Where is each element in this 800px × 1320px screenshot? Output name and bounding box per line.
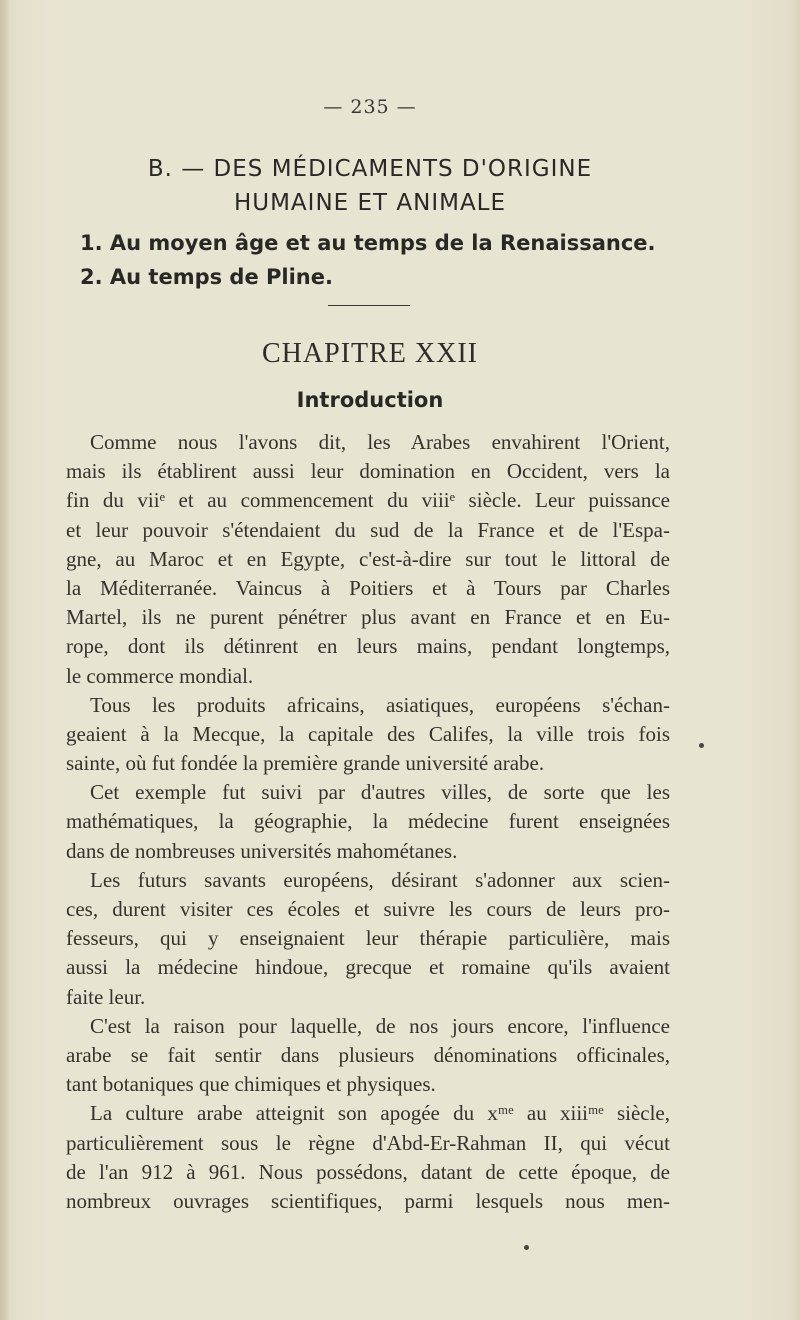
- text-line: ces, durent visiter ces écoles et suivre les cours de leurs pro-: [66, 897, 670, 921]
- text-line: de l'an 912 à 961. Nous possédons, datant de cette époque, de: [66, 1159, 670, 1184]
- text-line: aussi la médecine hindoue, grecque et romaine qu'ils avaient: [66, 955, 670, 980]
- print-speck: [524, 1245, 529, 1250]
- text-line: arabe se fait sentir dans plusieurs dénominations officinales,: [66, 1042, 670, 1067]
- text-line: mais ils établirent aussi leur domination en Occident, vers la: [66, 459, 670, 484]
- text-line: le commerce mondial.: [66, 663, 254, 688]
- subsection-item: 2. Au temps de Pline.: [80, 265, 333, 289]
- body-text: [66, 428, 670, 1216]
- text-line: Martel, ils ne purent pénétrer plus avant en France et en Eu-: [66, 605, 670, 630]
- text-line: La culture arabe atteignit son apogée du xᵐᵉ au xiiiᵐᵉ siècle,: [90, 1101, 670, 1126]
- text-line: la Méditerranée. Vaincus à Poitiers et à Tours par Charles: [66, 575, 670, 600]
- chapter-title: CHAPITRE XXII: [262, 338, 478, 369]
- text-line: mathématiques, la géographie, la médecine furent enseignées: [66, 809, 670, 834]
- text-line: nombreux ouvrages scientifiques, parmi lesquels nous men-: [66, 1188, 670, 1213]
- print-speck: [699, 743, 704, 748]
- section-heading-line-1: B. — DES MÉDICAMENTS D'ORIGINE: [147, 156, 593, 182]
- section-title: Introduction: [296, 388, 444, 412]
- text-line: faite leur.: [66, 984, 146, 1009]
- subsection-list: [80, 226, 700, 294]
- text-line: gne, au Maroc et en Egypte, c'est-à-dire sur tout le littoral de: [66, 546, 670, 571]
- section-heading: [0, 152, 740, 220]
- text-line: geaient à la Mecque, la capitale des Califes, la ville trois fois: [66, 721, 670, 746]
- divider-rule: [328, 305, 410, 306]
- page-number: — 235 —: [323, 96, 417, 118]
- text-line: fin du viiᵉ et au commencement du viiiᵉ siècle. Leur puissance: [66, 488, 670, 513]
- text-line: et leur pouvoir s'étendaient du sud de la France et de l'Espa-: [66, 517, 670, 542]
- text-line: Cet exemple fut suivi par d'autres villes, de sorte que les: [90, 780, 670, 805]
- text-line: tant botaniques que chimiques et physiques.: [66, 1072, 436, 1097]
- subsection-item: 1. Au moyen âge et au temps de la Renaissance.: [80, 231, 656, 255]
- text-line: fesseurs, qui y enseignaient leur thérapie particulière, mais: [66, 926, 670, 951]
- text-line: sainte, où fut fondée la première grande université arabe.: [66, 751, 545, 776]
- text-line: Tous les produits africains, asiatiques, européens s'échan-: [90, 692, 670, 717]
- section-heading-line-2: HUMAINE ET ANIMALE: [233, 190, 507, 216]
- text-line: dans de nombreuses universités mahométanes.: [66, 838, 458, 863]
- text-line: rope, dont ils détinrent en leurs mains, pendant longtemps,: [66, 634, 670, 659]
- text-line: C'est la raison pour laquelle, de nos jours encore, l'influence: [90, 1013, 670, 1038]
- text-line: Comme nous l'avons dit, les Arabes envahirent l'Orient,: [90, 430, 670, 454]
- text-line: particulièrement sous le règne d'Abd-Er-Rahman II, qui vécut: [66, 1130, 670, 1155]
- text-line: Les futurs savants européens, désirant s'adonner aux scien-: [90, 867, 670, 892]
